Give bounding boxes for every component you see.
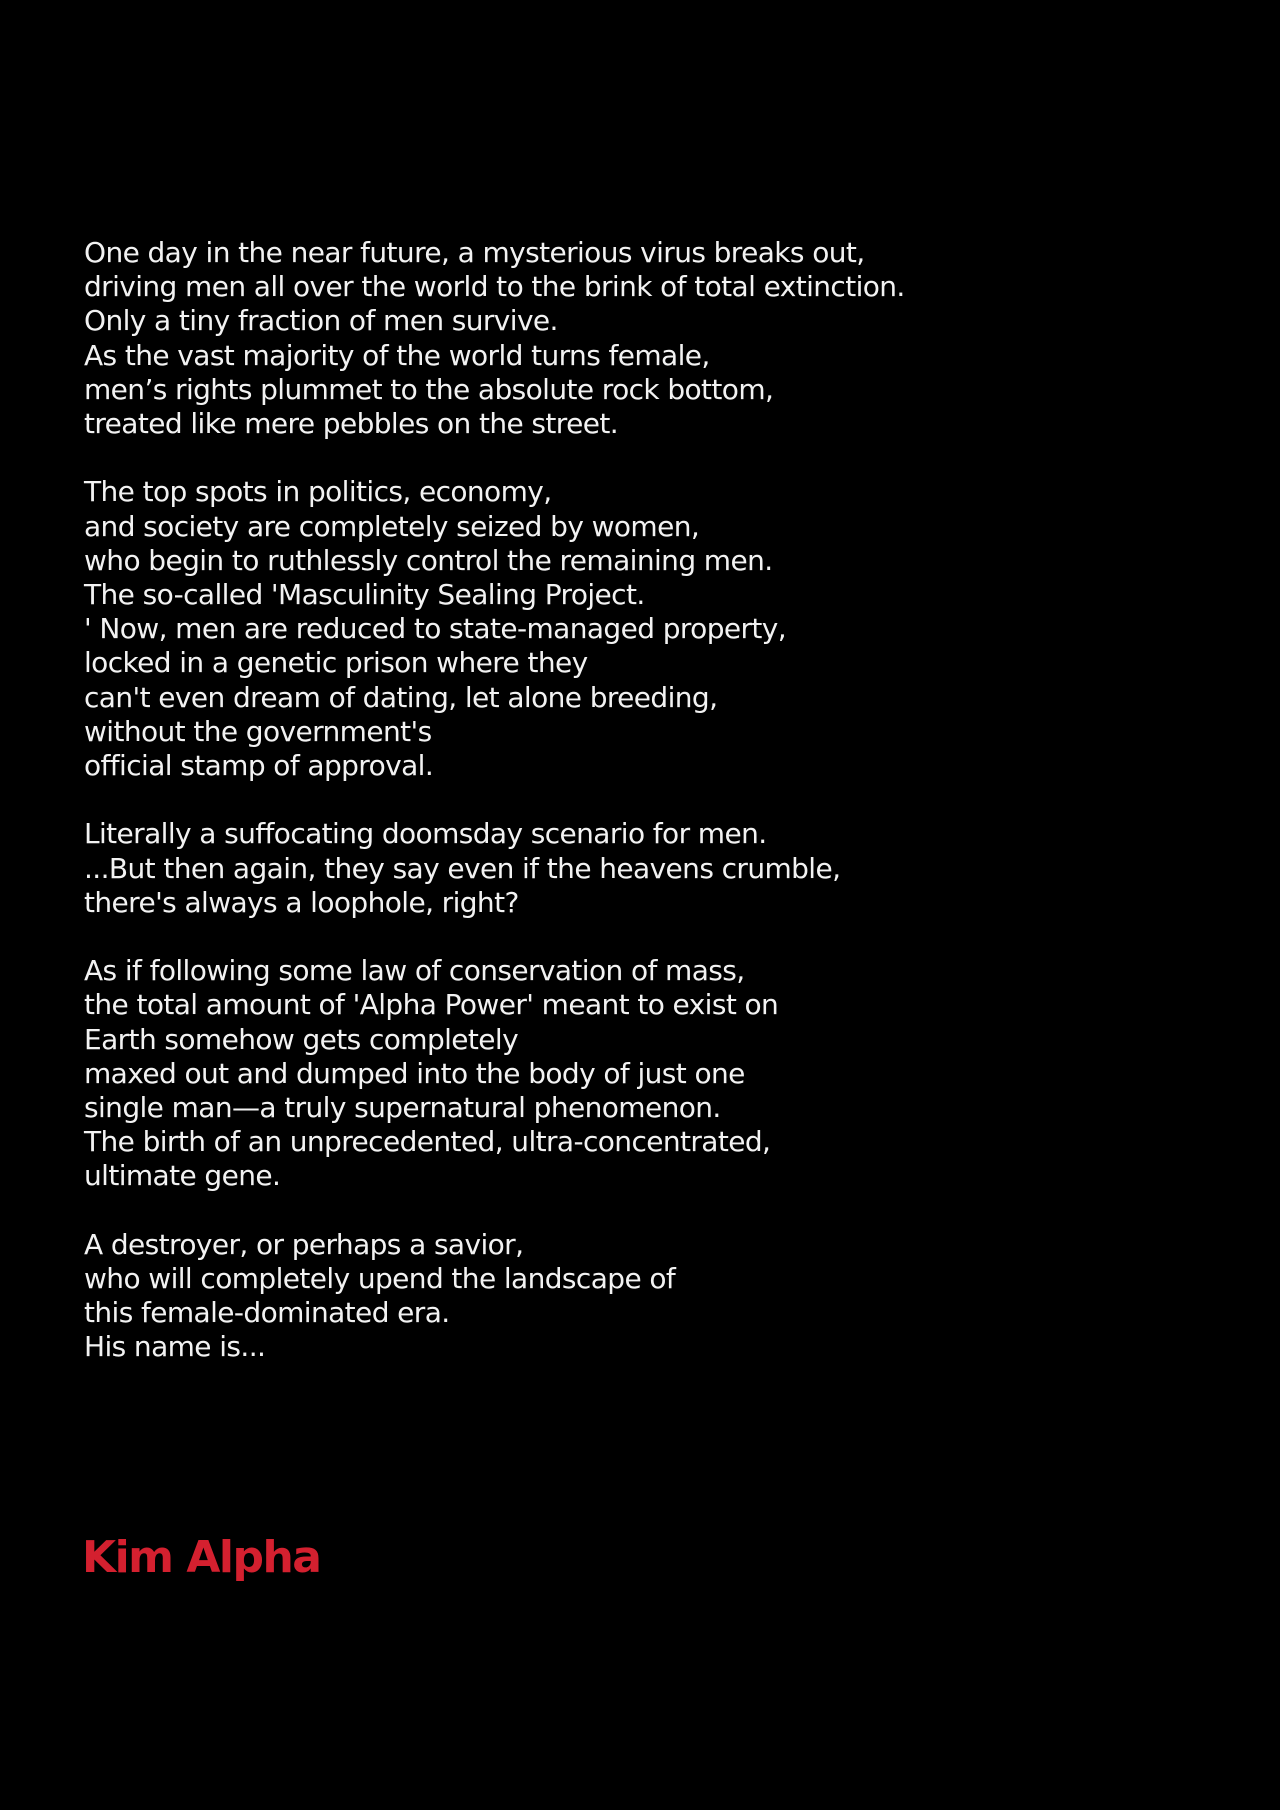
- text-line: ...But then again, they say even if the heavens crumble,: [84, 851, 841, 885]
- paragraph: [84, 236, 1194, 441]
- story-text: [84, 236, 1194, 1399]
- protagonist-name: Kim Alpha: [82, 1532, 321, 1583]
- text-line: driving men all over the world to the brink of total extinction.: [84, 270, 905, 304]
- text-line: who will completely upend the landscape of: [84, 1262, 676, 1296]
- text-line: this female-dominated era.: [84, 1296, 450, 1330]
- text-line: The so-called 'Masculinity Sealing Project.: [84, 578, 645, 612]
- text-line: who begin to ruthlessly control the remaining men.: [84, 543, 773, 577]
- text-line: men’s rights plummet to the absolute rock bottom,: [84, 372, 774, 406]
- text-line: there's always a loophole, right?: [84, 885, 519, 919]
- text-line: As if following some law of conservation of mass,: [84, 954, 745, 988]
- text-line: maxed out and dumped into the body of just one: [84, 1056, 745, 1090]
- text-line: The top spots in politics, economy,: [84, 475, 552, 509]
- paragraph: [84, 1228, 1194, 1365]
- text-line: locked in a genetic prison where they: [84, 646, 588, 680]
- text-line: Literally a suffocating doomsday scenario for men.: [84, 817, 767, 851]
- text-line: Only a tiny fraction of men survive.: [84, 304, 558, 338]
- text-line: One day in the near future, a mysterious virus breaks out,: [84, 236, 865, 269]
- text-line: the total amount of 'Alpha Power' meant to exist on: [84, 988, 779, 1022]
- text-line: Earth somehow gets completely: [84, 1022, 519, 1056]
- text-line: can't even dream of dating, let alone breeding,: [84, 680, 718, 714]
- paragraph: [84, 954, 1194, 1193]
- text-line: His name is...: [84, 1330, 266, 1364]
- text-line: ultimate gene.: [84, 1159, 281, 1193]
- text-line: A destroyer, or perhaps a savior,: [84, 1227, 524, 1261]
- paragraph: [84, 817, 1194, 920]
- text-line: single man—a truly supernatural phenomenon.: [84, 1091, 721, 1125]
- text-line: ' Now, men are reduced to state-managed property,: [84, 612, 787, 646]
- text-line: The birth of an unprecedented, ultra-concentrated,: [84, 1125, 771, 1159]
- paragraph: [84, 475, 1194, 783]
- text-line: As the vast majority of the world turns female,: [84, 338, 710, 372]
- text-line: official stamp of approval.: [84, 749, 434, 783]
- text-line: treated like mere pebbles on the street.: [84, 407, 619, 441]
- text-line: without the government's: [84, 714, 432, 748]
- text-line: and society are completely seized by women,: [84, 509, 700, 543]
